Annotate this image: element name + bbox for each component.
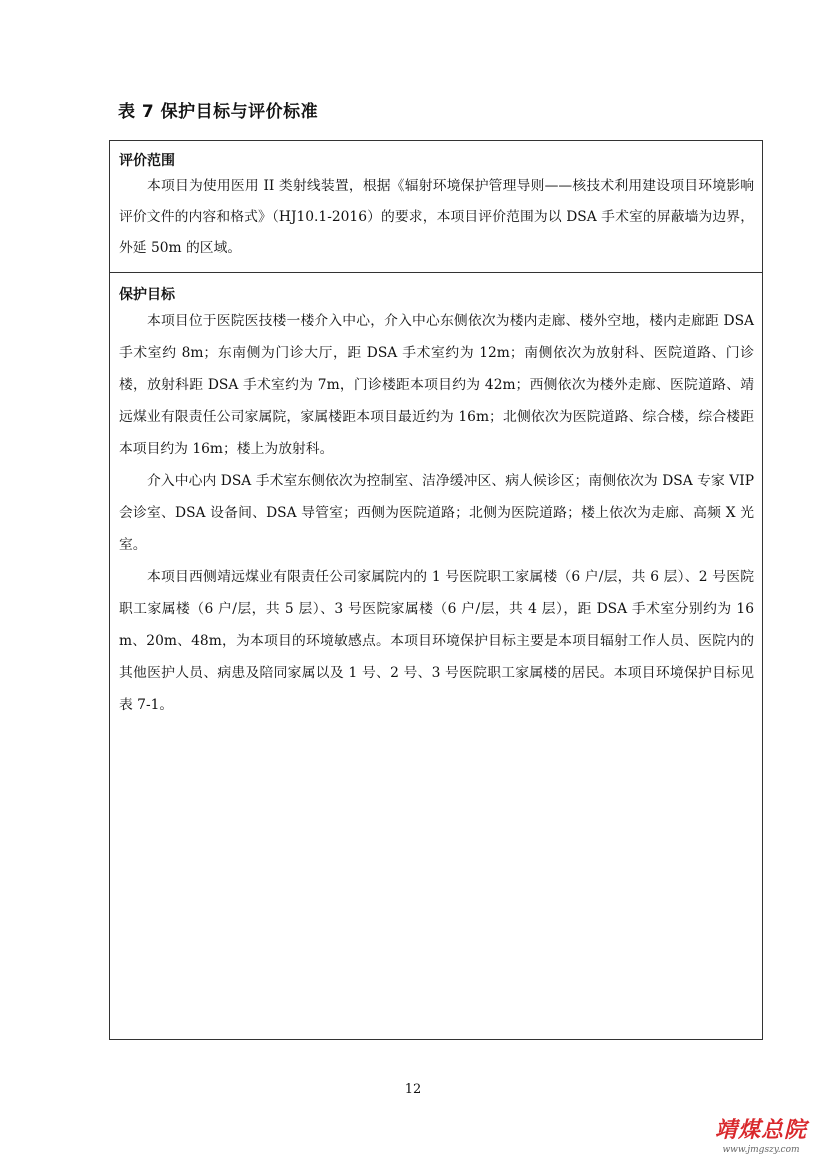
watermark-text: 靖煤总院 xyxy=(714,1118,807,1143)
watermark-url: www.jmgszy.com xyxy=(722,1145,800,1155)
page-title: 表 7 保护目标与评价标准 xyxy=(118,102,319,122)
paragraph: 本项目为使用医用 II 类射线装置，根据《辐射环境保护管理导则——核技术利用建设项目环境影响评价文件的内容和格式》（HJ10.1-2016）的要求，本项目评价范围为以 DSA 手术室的屏蔽墙为边界，外延 50m 的区域。 xyxy=(119,178,754,256)
section-heading: 保护目标 xyxy=(119,287,175,303)
content-table xyxy=(109,140,763,1040)
page-number: 12 xyxy=(404,1082,422,1097)
watermark-logo xyxy=(706,1118,816,1156)
paragraph: 本项目位于医院医技楼一楼介入中心，介入中心东侧依次为楼内走廊、楼外空地，楼内走廊距 DSA 手术室约 8m；东南侧为门诊大厅，距 DSA 手术室约为 12m；南侧依次为放射科、医院道路、门诊楼，放射科距 DSA 手术室约为 7m，门诊楼距本项目约为 42m；西侧依次为楼外走廊、医院道路、靖远煤业有限责任公司家属院，家属楼距本项目最近约为 16m；北侧依次为医院道路、综合楼，综合楼距本项目约为 16m；楼上为放射科。 xyxy=(119,313,754,457)
section-protection-targets xyxy=(110,273,762,721)
paragraph: 介入中心内 DSA 手术室东侧依次为控制室、洁净缓冲区、病人候诊区；南侧依次为 DSA 专家 VIP 会诊室、DSA 设备间、DSA 导管室；西侧为医院道路；北侧为医院道路；楼上依次为走廊、高频 X 光室。 xyxy=(119,473,754,553)
section-heading: 评价范围 xyxy=(119,153,175,169)
section-evaluation-scope xyxy=(110,141,762,273)
paragraph: 本项目西侧靖远煤业有限责任公司家属院内的 1 号医院职工家属楼（6 户/层，共 6 层）、2 号医院职工家属楼（6 户/层，共 5 层）、3 号医院家属楼（6 户/层，共 4 层），距 DSA 手术室分别约为 16m、20m、48m，为本项目的环境敏感点。本项目环境保护目标主要是本项目辐射工作人员、医院内的其他医护人员、病患及陪同家属以及 1 号、2 号、3 号医院职工家属楼的居民。本项目环境保护目标见表 7-1。 xyxy=(119,569,755,713)
